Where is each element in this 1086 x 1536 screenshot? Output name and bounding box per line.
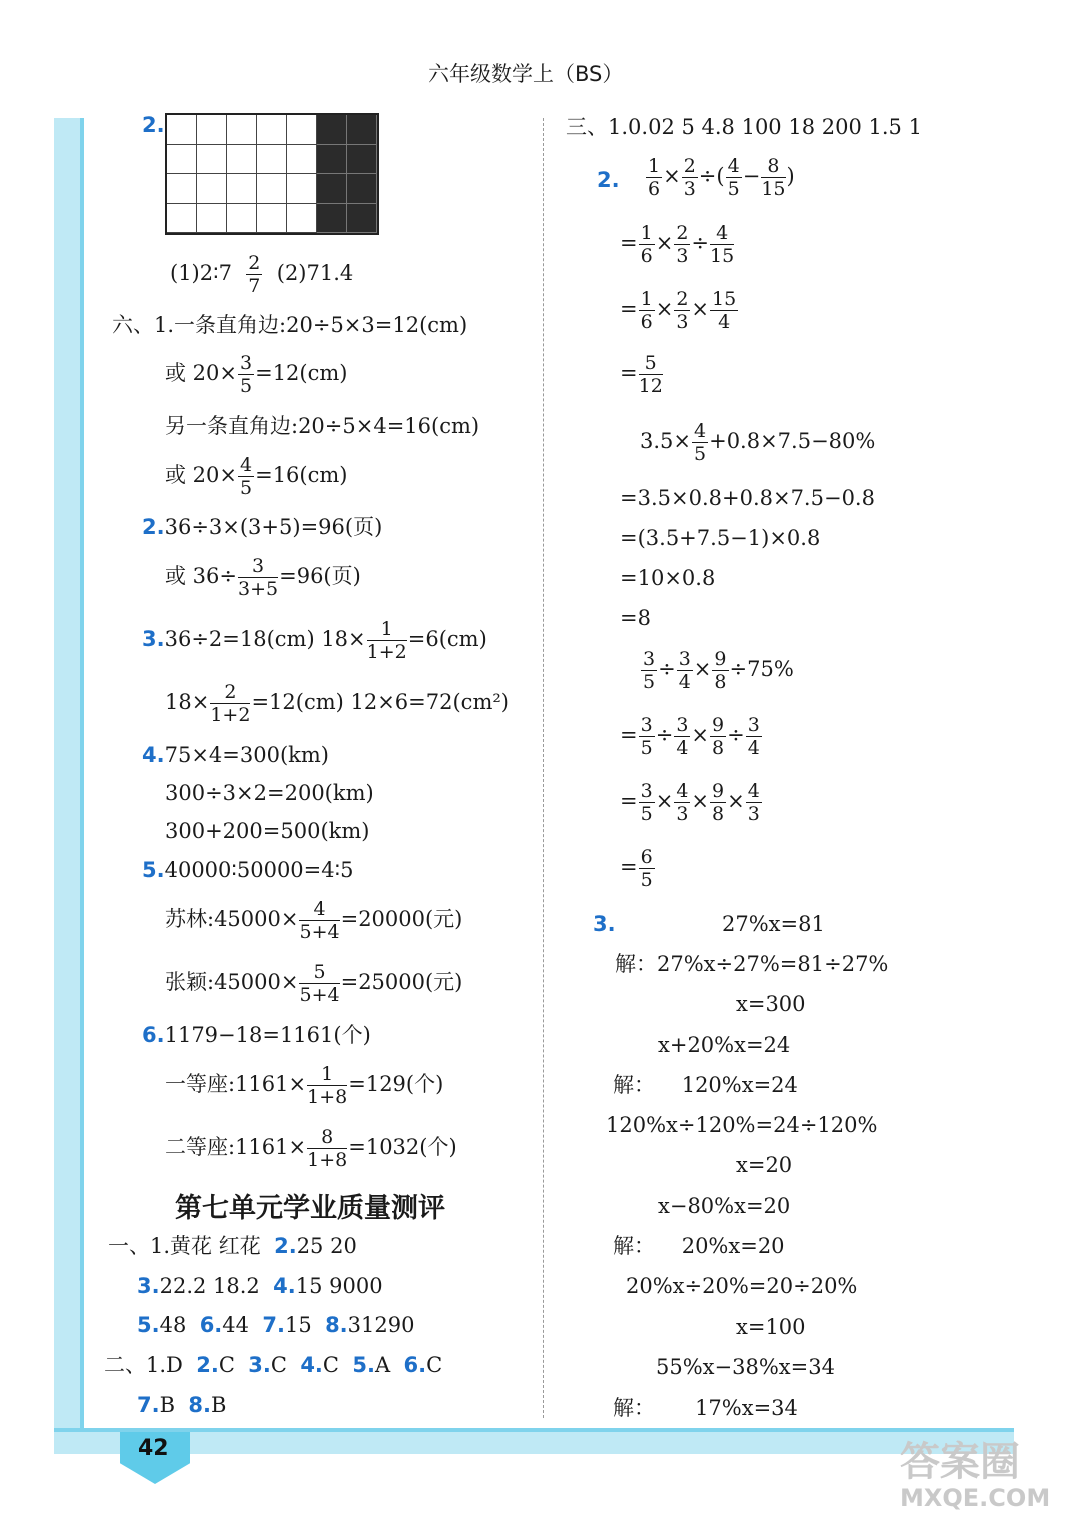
- six-1-line4: 或 20× $\frac{4}{5}$ =16(cm): [165, 454, 348, 499]
- part3-q3-label: 3.: [593, 912, 616, 936]
- watermark-logo-text: 答案圈: [900, 1439, 1020, 1485]
- six-4-line2: 300÷3×2=200(km): [165, 781, 374, 805]
- expr1-line3: = $\frac{1}{6}$ × $\frac{2}{3}$ × $\frac{15}{4}$: [620, 288, 737, 333]
- eqn2-line3: 120%x÷120%=24÷120%: [606, 1113, 878, 1137]
- six-1-line1: 六、1.一条直角边:20÷5×3=12(cm): [112, 313, 468, 337]
- section-title: 第七单元学业质量测评: [175, 1193, 445, 1224]
- eqn1-line1: 27%x=81: [722, 912, 825, 936]
- eqn2-line2: 解： 120%x=24: [613, 1073, 798, 1097]
- q2-answer: (1)2∶7 $\frac{2}{7}$ (2)71.4: [170, 252, 354, 297]
- expr3-line3: = $\frac{3}{5}$ × $\frac{4}{3}$ × $\frac{9}{8}$ × $\frac{4}{3}$: [620, 780, 760, 825]
- six-1-line2: 或 20× $\frac{3}{5}$ =12(cm): [165, 352, 348, 397]
- column-divider: [543, 118, 544, 1418]
- six-4-line1: 4.75×4=300(km): [142, 743, 329, 767]
- six-6-line3: 二等座:1161× $\frac{8}{1+8}$ =1032(个): [165, 1126, 457, 1171]
- answer-grid: [165, 113, 379, 235]
- eqn3-line4: x=100: [736, 1315, 806, 1339]
- expr2-line3: =(3.5+7.5−1)×0.8: [620, 526, 821, 550]
- six-3-line1: 3.36÷2=18(cm) 18× $\frac{1}{1+2}$ =6(cm): [142, 618, 487, 663]
- part2-line2: 7.B 8.B: [137, 1393, 227, 1417]
- page-frame-bottom: [54, 1428, 1014, 1454]
- expr1-line4: = $\frac{5}{12}$: [620, 352, 663, 397]
- watermark: [900, 1440, 1050, 1512]
- eqn3-line1: x−80%x=20: [658, 1194, 791, 1218]
- page-frame-left: [54, 118, 84, 1453]
- six-2-line2: 或 36÷ $\frac{3}{3+5}$ =96(页): [165, 555, 361, 600]
- eqn4-line2: 解： 17%x=34: [613, 1396, 798, 1420]
- part3-q2-label: 2.: [597, 168, 620, 192]
- expr1-line1: $\frac{1}{6}$ × $\frac{2}{3}$ ÷( $\frac{4}{5}$ − $\frac{8}{15}$ ): [648, 155, 795, 200]
- page-number: 42: [138, 1436, 169, 1461]
- six-4-line3: 300+200=500(km): [165, 819, 370, 843]
- eqn3-line2: 解： 20%x=20: [613, 1234, 785, 1258]
- q2-label: 2.: [142, 113, 165, 137]
- expr2-line1: 3.5× $\frac{4}{5}$ +0.8×7.5−80%: [640, 420, 876, 465]
- eqn2-line4: x=20: [736, 1153, 793, 1177]
- six-6-line2: 一等座:1161× $\frac{1}{1+8}$ =129(个): [165, 1063, 444, 1108]
- six-2-line1: 2.36÷3×(3+5)=96(页): [142, 515, 383, 539]
- six-6-line1: 6.1179−18=1161(个): [142, 1023, 371, 1047]
- part1-line1: 一、1.黄花 红花 2.25 20: [108, 1234, 357, 1258]
- six-5-line2: 苏林:45000× $\frac{4}{5+4}$ =20000(元): [165, 898, 463, 943]
- part3-line1: 三、1.0.02 5 4.8 100 18 200 1.5 1: [566, 115, 922, 139]
- eqn1-line2: 解：27%x÷27%=81÷27%: [615, 952, 889, 976]
- expr2-line4: =10×0.8: [620, 566, 716, 590]
- expr3-line4: = $\frac{6}{5}$: [620, 846, 653, 891]
- eqn1-line3: x=300: [736, 992, 806, 1016]
- page-header-title: 六年级数学上（BS）: [428, 62, 624, 86]
- six-1-line3: 另一条直角边:20÷5×4=16(cm): [165, 414, 480, 438]
- part2-line1: 二、1.D 2.C 3.C 4.C 5.A 6.C: [104, 1353, 443, 1377]
- watermark-url: MXQE.COM: [900, 1484, 1051, 1512]
- six-5-line1: 5.40000∶50000=4∶5: [142, 858, 354, 882]
- expr2-line5: =8: [620, 606, 651, 630]
- expr2-line2: =3.5×0.8+0.8×7.5−0.8: [620, 486, 875, 510]
- part1-line2: 3.22.2 18.2 4.15 9000: [137, 1274, 383, 1298]
- eqn4-line1: 55%x−38%x=34: [656, 1355, 835, 1379]
- eqn2-line1: x+20%x=24: [658, 1033, 791, 1057]
- expr3-line1: $\frac{3}{5}$ ÷ $\frac{3}{4}$ × $\frac{9}{8}$ ÷75%: [643, 648, 794, 693]
- expr1-line2: = $\frac{1}{6}$ × $\frac{2}{3}$ ÷ $\frac{4}{15}$: [620, 222, 735, 267]
- six-3-line2: 18× $\frac{2}{1+2}$ =12(cm) 12×6=72(cm²): [165, 681, 509, 726]
- part1-line3: 5.48 6.44 7.15 8.31290: [137, 1313, 415, 1337]
- six-5-line3: 张颖:45000× $\frac{5}{5+4}$ =25000(元): [165, 961, 463, 1006]
- expr3-line2: = $\frac{3}{5}$ ÷ $\frac{3}{4}$ × $\frac{9}{8}$ ÷ $\frac{3}{4}$: [620, 714, 760, 759]
- eqn3-line3: 20%x÷20%=20÷20%: [626, 1274, 858, 1298]
